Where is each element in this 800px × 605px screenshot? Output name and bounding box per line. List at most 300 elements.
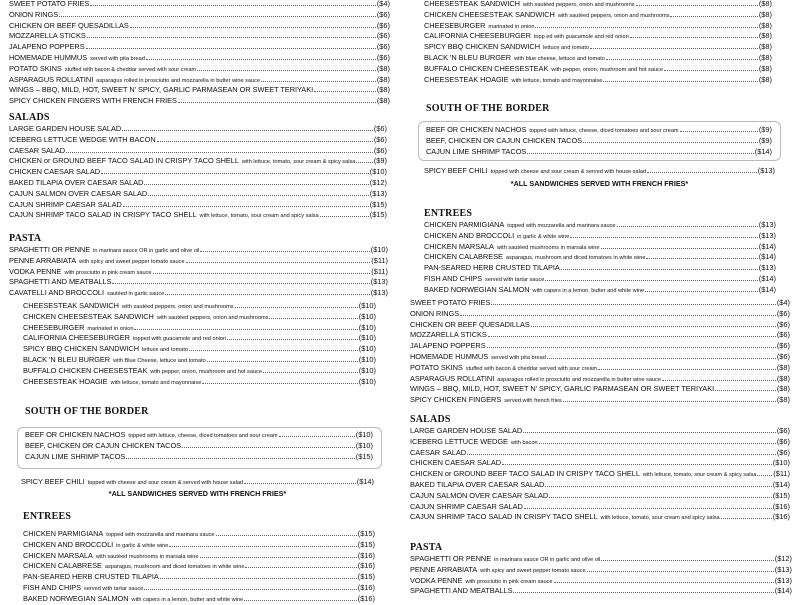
menu-item	[9, 167, 387, 178]
item-description: topped with guacamole and red onion	[132, 336, 227, 343]
item-price: ($6)	[376, 42, 390, 52]
item-name: CHEESESTEAK SANDWICH	[424, 0, 520, 8]
section-title: PASTA	[9, 233, 42, 244]
item-name: CHEESESTEAK HOAGIE	[424, 74, 509, 84]
item-price: ($16)	[357, 550, 375, 560]
item-name: CAESAR SALAD	[9, 145, 66, 155]
menu-item	[9, 124, 387, 135]
menu-item	[9, 178, 387, 189]
menu-item	[424, 166, 775, 177]
item-price: ($15)	[369, 210, 387, 220]
item-name: ICEBERG LETTUCE WEDGE WITH BACON	[9, 134, 156, 144]
item-description: with sautéed mushrooms in marsala wine	[95, 553, 199, 560]
item-description: sautéed in garlic sauce	[107, 291, 165, 298]
item-name: CHEESESTEAK HOAGIE	[23, 376, 108, 386]
dot-leader	[134, 329, 357, 330]
dot-leader	[570, 237, 757, 238]
item-price: ($16)	[357, 561, 375, 571]
item-name: ICEBERG LETTUCE WEDGE	[410, 436, 508, 446]
item-name: CAJUN LIME SHRIMP TACOS	[25, 451, 126, 461]
menu-item	[410, 512, 790, 523]
menu-item	[410, 554, 792, 565]
item-name: SPAGHETTI AND MEATBALLS	[9, 277, 112, 287]
item-name: ASPARAGUS ROLLATINI	[9, 74, 94, 84]
item-description: asparagus rolled in prosciutto and mozzarella in butter wine sauce	[497, 376, 662, 383]
menu-item	[9, 53, 390, 64]
dot-leader	[467, 454, 776, 455]
item-price: ($13)	[370, 277, 388, 287]
item-description: topped with lettuce, cheese, diced tomatoes and sour cream	[128, 433, 278, 439]
item-price: ($4)	[776, 298, 790, 307]
item-name: CHICKEN CALABRESE	[23, 561, 102, 571]
dot-leader	[148, 195, 369, 196]
dot-leader	[197, 70, 376, 71]
menu-item	[424, 53, 772, 64]
item-name: SWEET POTATO FRIES	[410, 298, 491, 307]
item-description: topped with mozzarella and marinara sauce	[507, 223, 616, 229]
item-price: ($6)	[776, 319, 790, 329]
dot-leader	[101, 173, 369, 174]
item-description: with Blue Cheese, lettuce and tomato	[113, 357, 206, 364]
item-price: ($8)	[376, 96, 390, 106]
item-description: asparagus rolled in prosciutto and mozzarella in butter wine sauce	[96, 77, 261, 84]
item-description: in marinara sauce OR in garlic and olive oil	[494, 557, 601, 563]
item-name: CHICKEN PARMIGIANA	[23, 529, 104, 538]
item-price: ($8)	[758, 63, 772, 73]
item-description: with sautéed peppers, onion and mushrooms	[522, 2, 635, 8]
section-title: SOUTH OF THE BORDER	[426, 103, 550, 114]
dot-leader	[601, 560, 773, 561]
dot-leader	[606, 59, 758, 60]
item-name: CHICKEN AND BROCCOLI	[23, 539, 114, 549]
menu-item	[424, 42, 772, 53]
item-description: with lettuce, tomato, sour cream & spicy salsa	[642, 472, 757, 479]
item-price: ($6)	[373, 134, 387, 144]
dot-leader	[539, 443, 776, 444]
dot-leader	[647, 172, 757, 173]
item-price: ($13)	[757, 166, 775, 175]
item-price: ($10)	[358, 311, 376, 321]
dot-leader	[200, 557, 357, 558]
item-price: ($8)	[776, 395, 790, 405]
item-name: SWEET POTATO FRIES	[9, 0, 90, 8]
menu-item	[410, 576, 792, 587]
item-name: CAVATELLI AND BROCCOLI	[9, 288, 105, 298]
item-name: PENNE ARRABIATA	[9, 255, 77, 265]
item-name: CHICKEN CHEESESTEAK SANDWICH	[23, 311, 154, 321]
menu-item	[9, 85, 390, 96]
menu-item	[9, 200, 387, 211]
menu-item	[9, 42, 390, 53]
dot-leader	[721, 518, 772, 519]
dot-leader	[122, 130, 373, 131]
item-description: lettuce and tomato	[543, 45, 590, 52]
item-price: ($13)	[774, 575, 792, 585]
menu-item	[410, 469, 790, 480]
left-salads	[9, 112, 387, 221]
item-name: ASPARAGUS ROLLATINI	[410, 373, 495, 383]
item-price: ($8)	[758, 31, 772, 41]
item-description: with sautéed peppers, onion and mushrooms	[156, 314, 269, 321]
item-price: ($8)	[376, 63, 390, 73]
menu-item	[410, 363, 790, 374]
item-description: with bacon	[510, 439, 538, 446]
menu-item	[9, 156, 387, 167]
menu-item	[410, 352, 790, 363]
dot-leader	[545, 280, 757, 281]
left-sandwiches	[23, 301, 376, 387]
item-description: with lettuce, tomato, sour cream and spicy salsa	[600, 515, 720, 522]
menu-item	[9, 277, 388, 288]
menu-item	[410, 458, 790, 469]
menu-item	[9, 96, 390, 107]
dot-leader	[524, 508, 772, 509]
menu-item	[23, 551, 375, 562]
item-price: ($11)	[773, 469, 790, 479]
item-description: marinated in onion	[87, 325, 134, 332]
dot-leader	[227, 339, 358, 340]
item-price: ($8)	[758, 52, 772, 62]
menu-item	[23, 583, 375, 594]
left-appetizers	[9, 0, 390, 107]
item-price: ($12)	[369, 177, 387, 187]
item-name: CALIFORNIA CHEESEBURGER	[424, 31, 531, 41]
dot-leader	[523, 432, 776, 433]
menu-item	[410, 586, 792, 597]
item-price: ($16)	[772, 501, 790, 511]
dot-leader	[549, 497, 772, 498]
item-name: CALIFORNIA CHEESEBURGER	[23, 333, 130, 343]
item-price: ($6)	[376, 20, 390, 30]
item-name: CHICKEN PARMIGIANA	[424, 220, 505, 229]
item-name: SPAGHETTI OR PENNE	[410, 554, 492, 563]
menu-item	[410, 437, 790, 448]
item-name: LARGE GARDEN HOUSE SALAD	[9, 124, 122, 133]
item-name: BAKED TILAPIA OVER CAESAR SALAD	[9, 177, 144, 187]
item-price: ($6)	[373, 124, 387, 133]
menu-item	[9, 146, 387, 157]
dot-leader	[189, 350, 358, 351]
item-price: ($14)	[772, 479, 790, 489]
dot-leader	[207, 361, 358, 362]
menu-item	[23, 561, 375, 572]
menu-item	[424, 75, 772, 86]
menu-item	[9, 245, 388, 256]
item-price: ($15)	[369, 199, 387, 209]
dot-leader	[715, 390, 776, 391]
menu-item	[23, 529, 375, 540]
item-description: topped with cheese and sour cream & served with house salad	[87, 480, 244, 486]
dot-leader	[545, 486, 771, 487]
item-description: with capers in a lemon, butter and white wine	[131, 596, 244, 603]
menu-item	[410, 448, 790, 459]
item-price: ($9)	[758, 135, 772, 145]
item-description: served with pita bread	[491, 354, 546, 361]
dot-leader	[460, 315, 776, 316]
item-price: ($14)	[758, 273, 776, 283]
menu-item	[410, 426, 790, 437]
dot-leader	[244, 483, 356, 484]
item-name: CHEESEBURGER	[23, 322, 85, 332]
dot-leader	[513, 592, 773, 593]
item-description: served with french fries	[504, 398, 562, 405]
item-name: BAKED NORWEGIAN SALMON	[424, 284, 530, 294]
section-title: PASTA	[410, 542, 443, 553]
south-bracket-left	[17, 427, 382, 469]
right-sandwiches	[424, 0, 772, 85]
item-price: ($4)	[376, 0, 390, 8]
dot-leader	[356, 162, 372, 163]
item-price: ($16)	[357, 593, 375, 603]
dot-leader	[636, 5, 758, 6]
item-price: ($13)	[370, 288, 388, 298]
item-name: BEEF, CHICKEN OR CAJUN CHICKEN TACOS	[426, 135, 583, 145]
item-price: ($6)	[776, 447, 790, 457]
item-price: ($6)	[776, 436, 790, 446]
item-price: ($14)	[356, 477, 374, 486]
item-description: with pepper, onion, mushroom and hot sauce	[551, 66, 663, 73]
item-description: in garlic & white wine	[116, 542, 169, 549]
menu-item	[9, 267, 388, 278]
item-name: WINGS – BBQ, MILD, HOT, SWEET N' SPICY, GARLIC PARMASEAN OR SWEET TERIYAKI	[9, 85, 314, 95]
item-name: JALAPENO POPPERS	[410, 341, 486, 351]
item-price: ($14)	[758, 284, 776, 294]
dot-leader	[670, 16, 757, 17]
item-name: CAJUN SALMON OVER CAESAR SALAD	[410, 490, 549, 500]
item-price: ($11)	[371, 255, 388, 265]
menu-item	[410, 330, 790, 341]
menu-item	[9, 75, 390, 86]
right-chili	[424, 166, 775, 177]
item-description: with lettuce, tomato, sour cream and spicy salsa	[199, 213, 319, 220]
item-price: ($13)	[758, 230, 776, 240]
item-name: CAESAR SALAD	[410, 447, 467, 457]
item-name: FISH AND CHIPS	[23, 582, 82, 592]
item-name: CAJUN SHRIMP CAESAR SALAD	[410, 501, 523, 511]
menu-item	[424, 21, 772, 32]
item-price: ($9)	[758, 125, 772, 134]
item-description: with capers in a lemon, butter and white wine	[532, 287, 645, 294]
dot-leader	[216, 535, 357, 536]
item-name: PAN-SEARED HERB CRUSTED TILAPIA	[424, 263, 560, 273]
menu-item	[410, 565, 792, 576]
item-description: in marinara sauce OR in garlic and olive oil	[93, 248, 200, 254]
item-name: CHICKEN OR BEEF QUESADILLAS	[410, 319, 530, 329]
item-price: ($8)	[776, 362, 790, 372]
menu-item	[23, 333, 376, 344]
right-appetizers	[410, 298, 790, 406]
item-description: stuffed with bacon & cheddar served with sour cream	[64, 66, 197, 73]
menu-item	[410, 309, 790, 320]
menu-item	[23, 366, 376, 377]
item-name: BEEF, CHICKEN OR CAJUN CHICKEN TACOS	[25, 440, 182, 450]
south-bracket-right	[418, 121, 781, 161]
item-description: asparagus, mushroom and diced tomatoes in white wine	[104, 564, 245, 571]
dot-leader	[165, 294, 370, 295]
menu-item	[9, 288, 388, 299]
dot-leader	[87, 37, 376, 38]
menu-item	[23, 355, 376, 366]
menu-item	[23, 323, 376, 334]
menu-item	[21, 477, 374, 488]
left-fries-note: *ALL SANDWICHES SERVED WITH FRENCH FRIES*	[108, 489, 287, 498]
item-name: SPICY BBQ CHICKEN SANDWICH	[23, 344, 140, 354]
item-description: with lettuce, tomato and mayonnaise	[110, 379, 202, 386]
item-name: SPICY BBQ CHICKEN SANDWICH	[424, 42, 541, 52]
dot-leader	[263, 372, 358, 373]
item-name: CAJUN SHRIMP CAESAR SALAD	[9, 199, 122, 209]
item-description: with spicy and sweet pepper tomato sauce	[79, 258, 185, 265]
item-name: CHEESESTEAK SANDWICH	[23, 301, 119, 310]
menu-item	[9, 21, 390, 32]
item-description: with lettuce, tomato and mayonnaise	[511, 77, 603, 84]
menu-item	[424, 285, 776, 296]
dot-leader	[245, 567, 356, 568]
item-description: with spicy and sweet pepper tomato sauce	[480, 567, 586, 574]
menu-item	[424, 231, 776, 242]
item-price: ($15)	[357, 539, 375, 549]
item-price: ($14)	[758, 241, 776, 251]
item-description: lettuce and tomato	[142, 347, 189, 354]
item-price: ($6)	[376, 52, 390, 62]
dot-leader	[169, 546, 356, 547]
item-price: ($16)	[772, 512, 790, 522]
dot-leader	[664, 70, 758, 71]
dot-leader	[757, 475, 772, 476]
item-description: topped with lettuce, cheese, diced tomatoes and sour cream	[529, 128, 679, 134]
item-price: ($8)	[376, 74, 390, 84]
dot-leader	[130, 27, 376, 28]
menu-item	[410, 384, 790, 395]
menu-item	[424, 10, 772, 21]
dot-leader	[320, 216, 369, 217]
item-name: VODKA PENNE	[410, 575, 463, 585]
item-name: POTATO SKINS	[410, 362, 463, 372]
dot-leader	[86, 48, 376, 49]
dot-leader	[603, 81, 758, 82]
item-name: CHICKEN or GROUND BEEF TACO SALAD IN CRISPY TACO SHELL	[410, 469, 640, 479]
item-description: with sautéed mushrooms in marsala wine	[496, 244, 600, 251]
dot-leader	[535, 27, 757, 28]
item-name: BEEF OR CHICKEN NACHOS	[25, 430, 126, 439]
item-name: POTATO SKINS	[9, 63, 62, 73]
item-name: BEEF OR CHICKEN NACHOS	[426, 125, 527, 134]
item-price: ($15)	[357, 572, 375, 582]
item-price: ($6)	[776, 426, 790, 435]
item-price: ($8)	[776, 384, 790, 394]
menu-item	[23, 540, 375, 551]
item-description: with blue cheese, lettuce and tomato	[514, 55, 605, 62]
item-price: ($6)	[776, 341, 790, 351]
item-price: ($6)	[776, 330, 790, 340]
item-price: ($6)	[376, 31, 390, 41]
item-name: CHICKEN CAESAR SALAD	[9, 167, 100, 177]
item-name: HOMEMADE HUMMUS	[410, 351, 489, 361]
item-price: ($13)	[774, 564, 792, 574]
item-name: HOMEMADE HUMMUS	[9, 52, 88, 62]
item-name: CHICKEN AND BROCCOLI	[424, 230, 515, 240]
section-title: ENTREES	[424, 208, 473, 219]
menu-item	[9, 31, 390, 42]
dot-leader	[90, 5, 376, 6]
item-price: ($9)	[373, 156, 387, 166]
item-price: ($8)	[776, 373, 790, 383]
item-price: ($14)	[758, 252, 776, 262]
menu-item	[23, 301, 376, 312]
item-price: ($10)	[358, 344, 376, 354]
dot-leader	[146, 59, 376, 60]
item-description: with sautéed peppers, onion and mushrooms	[557, 12, 670, 19]
item-price: ($6)	[373, 145, 387, 155]
dot-leader	[112, 283, 369, 284]
dot-leader	[269, 318, 357, 319]
dot-leader	[200, 251, 369, 252]
dot-leader	[178, 102, 376, 103]
item-name: SPAGHETTI OR PENNE	[9, 245, 91, 254]
item-description: in garlic & white wine	[517, 233, 570, 240]
item-description: with lettuce, tomato, sour cream & spicy salsa	[241, 159, 356, 166]
item-name: ONION RINGS	[9, 9, 59, 19]
item-name: CHICKEN CHEESESTEAK SANDWICH	[424, 9, 555, 19]
menu-item	[9, 210, 387, 221]
dot-leader	[235, 307, 358, 308]
menu-item	[410, 298, 790, 309]
item-price: ($15)	[355, 451, 373, 461]
section-title: ENTREES	[23, 511, 72, 522]
item-description: served with tartar sauce	[84, 585, 144, 592]
item-price: ($6)	[776, 308, 790, 318]
item-name: CHICKEN OR BEEF QUESADILLAS	[9, 20, 129, 30]
item-price: ($16)	[357, 582, 375, 592]
item-price: ($13)	[758, 263, 776, 273]
dot-leader	[487, 347, 776, 348]
right-salads	[410, 414, 790, 523]
item-price: ($8)	[376, 85, 390, 95]
item-price: ($8)	[758, 0, 772, 8]
section-title: SOUTH OF THE BORDER	[25, 406, 149, 417]
item-price: ($8)	[758, 9, 772, 19]
item-name: CHICKEN or GROUND BEEF TACO SALAD IN CRISPY TACO SHELL	[9, 156, 239, 166]
item-name: BLACK 'N BLEU BURGER	[23, 354, 111, 364]
item-name: SPICY BEEF CHILI	[424, 166, 488, 175]
item-name: CAJUN SHRIMP TACO SALAD IN CRISPY TACO SHELL	[9, 210, 197, 220]
item-name: SPICY BEEF CHILI	[21, 477, 85, 486]
dot-leader	[587, 571, 774, 572]
dot-leader	[491, 304, 776, 305]
menu-item	[424, 64, 772, 75]
item-price: ($8)	[758, 20, 772, 30]
dot-leader	[144, 184, 368, 185]
item-name: PENNE ARRABIATA	[410, 564, 478, 574]
dot-leader	[66, 152, 373, 153]
dot-leader	[202, 383, 357, 384]
item-description: asparagus, mushroom and diced tomatoes in white wine	[505, 255, 646, 262]
item-description: topp ed with guacamole and red onion	[533, 34, 629, 41]
dot-leader	[531, 326, 776, 327]
item-price: ($13)	[369, 188, 387, 198]
menu-item	[410, 395, 790, 406]
menu-item	[23, 312, 376, 323]
item-description: topped with mozzarella and marinara sauce	[106, 532, 215, 538]
item-name: BUFFALO CHICKEN CHEESESTEAK	[23, 365, 148, 375]
dot-leader	[598, 369, 776, 370]
menu-item	[23, 377, 376, 388]
item-price: ($10)	[772, 458, 790, 468]
item-price: ($10)	[358, 333, 376, 343]
item-price: ($11)	[371, 266, 388, 276]
menu-item	[410, 341, 790, 352]
item-name: PAN-SEARED HERB CRUSTED TILAPIA	[23, 572, 159, 582]
